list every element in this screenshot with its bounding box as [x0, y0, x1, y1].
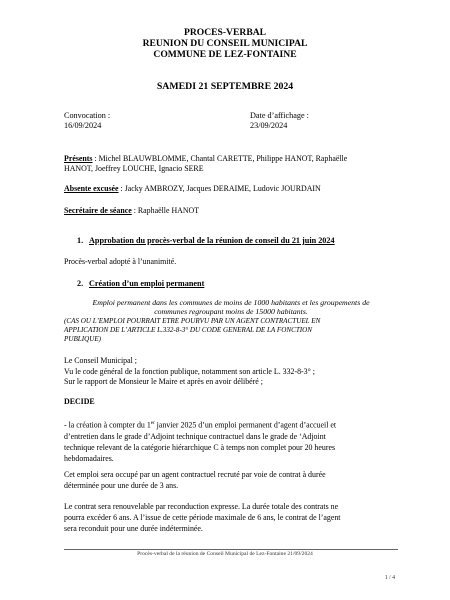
decision-paragraph-2 — [64, 469, 398, 491]
p3-line3: sera reconduit pour une durée indéterminée. — [64, 524, 203, 533]
p1-line3: technique relevant de la catégorie hiérarchique C à temps non complet pour 20 heures — [64, 442, 336, 452]
section2-italic-line1: Emploi permanent dans les communes de moins de 1000 habitants et les groupements de — [92, 298, 370, 307]
section2-title: Création d’un emploi permanent — [89, 279, 205, 288]
vu-line1: Vu le code général de la fonction publique, notamment son article L. 332-8-3° ; — [64, 367, 315, 376]
section2-number: 2. — [77, 279, 84, 288]
doc-title-line2: REUNION DU CONSEIL MUNICIPAL — [142, 38, 308, 49]
section1-title: Approbation du procès-verbal de la réunion de conseil du 21 juin 2024 — [89, 236, 335, 245]
p1-line2: d’entretien dans le grade d’Adjoint technique contractuel dans le grade de ‘Adjoint — [64, 431, 326, 441]
presents-label: Présents — [64, 154, 93, 163]
footer-divider — [64, 549, 398, 550]
doc-title-line1: PROCES-VERBAL — [183, 27, 267, 38]
p1-line1a: - la création à compter du 1 — [64, 420, 151, 430]
presents-paragraph — [64, 154, 398, 174]
section2-heading — [77, 279, 204, 288]
p2-line1: Cet emploi sera occupé par un agent contractuel recruté par voie de contrat à durée — [64, 470, 326, 479]
page-number: 1 / 4 — [384, 575, 395, 581]
vu-line2: Sur le rapport de Monsieur le Maire et après en avoir délibéré ; — [64, 377, 263, 386]
presents-line1: : Michel BLAUWBLOMME, Chantal CARETTE, Philippe HANOT, Raphaëlle — [92, 154, 348, 163]
absente-paragraph — [64, 184, 398, 194]
section2-caps-line1: (CAS OU L’EMPLOI POURRAIT ETRE POURVU PAR UN AGENT CONTRACTUEL EN — [64, 317, 321, 325]
p2-line2: déterminée pour une durée de 3 ans. — [64, 481, 179, 490]
doc-title-line3: COMMUNE DE LEZ-FONTAINE — [153, 49, 297, 60]
section2-italic-line2: communes regroupant moins de 15000 habitants. — [154, 307, 308, 316]
footer-text: Procès-verbal de la réunion de Conseil Municipal de Lez-Fontaine 21/09/2024 — [137, 551, 313, 557]
convocation-date: 16/09/2024 — [64, 121, 102, 130]
affichage-date: 23/09/2024 — [250, 121, 288, 130]
secretaire-text: : Raphaëlle HANOT — [131, 206, 200, 215]
convocation-label: Convocation : — [64, 111, 111, 120]
p1-sup: er — [150, 421, 155, 426]
presents-line2: HANOT, Joeffrey LOUCHE, Ignacio SERE — [64, 164, 204, 173]
secretaire-paragraph — [64, 206, 398, 216]
le-conseil: Le Conseil Municipal ; — [64, 356, 137, 365]
secretaire-label: Secrétaire de séance — [64, 206, 132, 215]
section1-heading — [77, 236, 335, 245]
p3-line1: Le contrat sera renouvelable par reconduction expresse. La durée totale des contrats ne — [64, 502, 339, 511]
p1-line4: hebdomadaires. — [64, 453, 114, 463]
decision-paragraph-1 — [64, 418, 398, 464]
section2-caps-line2: APPLICATION DE L’ARTICLE L.332-8-3° DU CODE GENERAL DE LA FONCTION — [64, 326, 312, 334]
section1-body: Procès-verbal adopté à l’unanimité. — [64, 257, 177, 266]
absente-label: Absente excusée — [64, 184, 119, 193]
affichage-label: Date d’affichage : — [250, 111, 309, 120]
decision-paragraph-3 — [64, 501, 398, 534]
section2-caps-line3: PUBLIQUE) — [64, 335, 102, 343]
section1-number: 1. — [77, 236, 84, 245]
p3-line2: pourra excéder 6 ans. A l’issue de cette période maximale de 6 ans, le contrat de l’agent — [64, 513, 341, 522]
meeting-date: SAMEDI 21 SEPTEMBRE 2024 — [156, 81, 294, 92]
p1-line1b: janvier 2025 d’un emploi permanent d’agent d’accueil et — [154, 420, 337, 430]
absente-text: : Jacky AMBROZY, Jacques DERAIME, Ludovic JOURDAIN — [118, 184, 321, 193]
decide-heading: DECIDE — [64, 397, 95, 406]
